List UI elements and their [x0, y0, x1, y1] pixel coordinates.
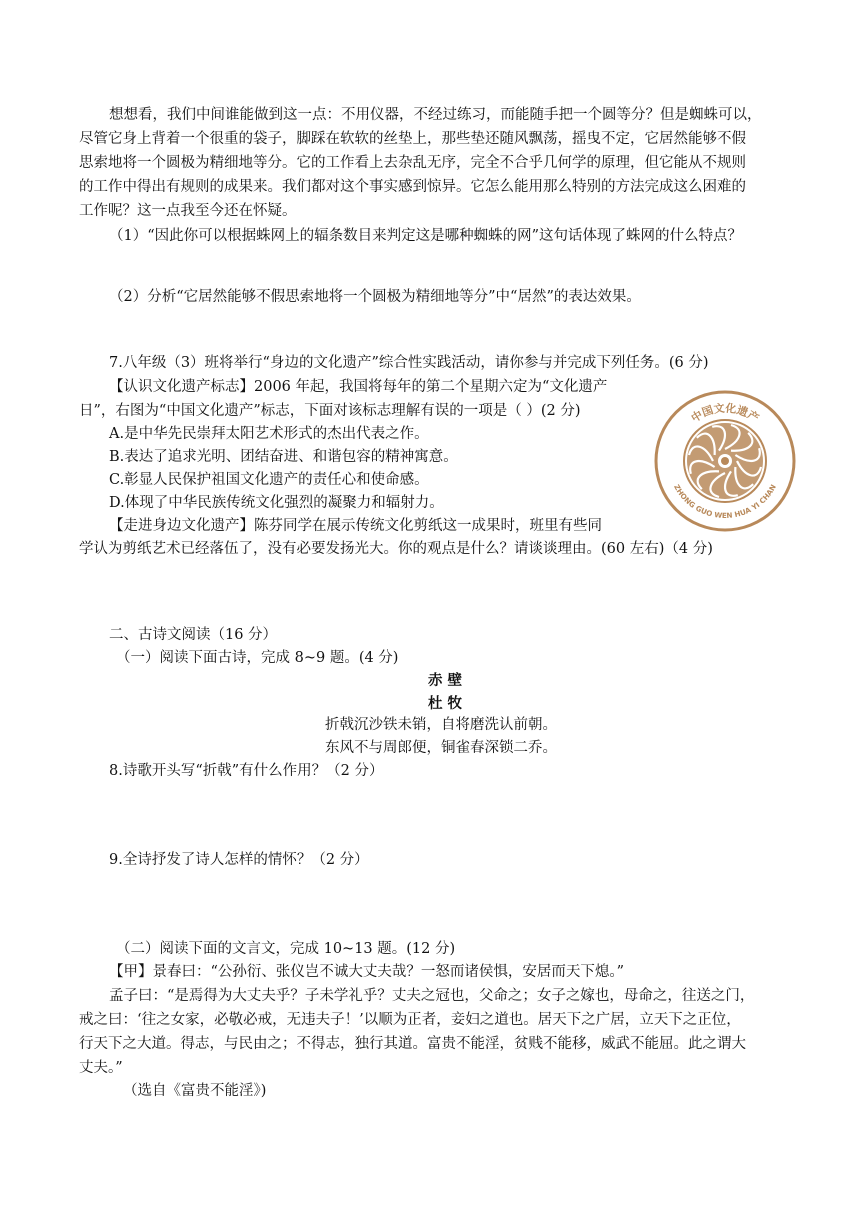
passage-line: 工作呢？这一点我至今还在怀疑。 [79, 203, 297, 219]
passage-line: 尽管它身上背着一个很重的袋子，脚踩在软软的丝垫上，那些垫还随风飘荡，摇曳不定，它居然能够不假 [79, 131, 746, 147]
logo-chinese-text: 中国文化遗产 [688, 401, 762, 426]
classical-text-line: 行天下之大道。得志，与民由之；不得志，独行其道。富贵不能淫，贫贱不能移，威武不能屈。此之谓大 [79, 1036, 746, 1052]
logo-pinyin-text: ZHONG GUO WEN HUA YI CHAN [672, 482, 778, 521]
question-7-title: 7.八年级（3）班将举行“身边的文化遗产”综合性实践活动，请你参与并完成下列任务。(6 分) [109, 355, 709, 371]
question-7-intro: 【认识文化遗产标志】2006 年起，我国将每年的第二个星期六定为“文化遗产 [109, 379, 608, 395]
option-d: D.体现了中华民族传统文化强烈的凝聚力和辐射力。 [109, 495, 444, 511]
source-note: （选自《富贵不能淫》) [123, 1083, 267, 1099]
part-2-heading: （二）阅读下面的文言文，完成 10~13 题。(12 分) [116, 941, 456, 957]
question-9: 9.全诗抒发了诗人怎样的情怀？（2 分） [109, 852, 369, 868]
classical-text-line: 丈夫。” [79, 1060, 123, 1076]
section-heading: 二、古诗文阅读（16 分） [109, 627, 278, 643]
question-7-intro: 日”，右图为“中国文化遗产”标志，下面对该标志理解有误的一项是（ ）(2 分) [79, 403, 581, 419]
classical-text-jia: 【甲】景春曰：“公孙衍、张仪岂不诚大丈夫哉？一怒而诸侯惧，安居而天下熄。” [109, 964, 625, 980]
question-6-1: （1）“因此你可以根据蛛网上的辐条数目来判定这是哪种蜘蛛的网”这句话体现了蛛网的什么特点？ [109, 228, 743, 244]
cultural-heritage-logo [654, 390, 796, 532]
classical-text-line: 戒之曰：‘往之女家，必敬必戒，无违夫子！’以顺为正者，妾妇之道也。居天下之广居，立天下之正位， [79, 1012, 741, 1028]
passage-line: 思索地将一个圆极为精细地等分。它的工作看上去杂乱无序，完全不合乎几何学的原理，但它能从不规则 [79, 155, 746, 171]
poem-line: 折戟沉沙铁未销，自将磨洗认前朝。 [325, 717, 557, 733]
poem-title: 赤 壁 [428, 672, 463, 689]
option-b: B.表达了追求光明、团结奋进、和谐包容的精神寓意。 [109, 449, 458, 465]
option-a: A.是中华先民崇拜太阳艺术形式的杰出代表之作。 [109, 426, 429, 442]
part-1-heading: （一）阅读下面古诗，完成 8~9 题。(4 分) [116, 650, 399, 666]
question-6-2: （2）分析“它居然能够不假思索地将一个圆极为精细地等分”中“居然”的表达效果。 [109, 289, 641, 305]
question-7-task: 学认为剪纸艺术已经落伍了，没有必要发扬光大。你的观点是什么？请谈谈理由。(60 左右)（4 分) [79, 541, 713, 557]
poem-author: 杜 牧 [428, 695, 463, 712]
option-c: C.彰显人民保护祖国文化遗产的责任心和使命感。 [109, 472, 429, 488]
classical-text-line: 孟子曰：“是焉得为大丈夫乎？子未学礼乎？丈夫之冠也，父命之；女子之嫁也，母命之，往送之门， [109, 988, 755, 1004]
passage-line: 的工作中得出有规则的成果来。我们都对这个事实感到惊异。它怎么能用那么特别的方法完成这么困难的 [79, 179, 746, 195]
question-8: 8.诗歌开头写“折戟”有什么作用？（2 分） [109, 763, 384, 779]
passage-line: 想想看，我们中间谁能做到这一点：不用仪器，不经过练习，而能随手把一个圆等分？但是蜘蛛可以， [109, 107, 762, 123]
poem-line: 东风不与周郎便，铜雀春深锁二乔。 [325, 740, 557, 756]
question-7-task: 【走进身边文化遗产】陈芬同学在展示传统文化剪纸这一成果时，班里有些同 [109, 518, 602, 534]
